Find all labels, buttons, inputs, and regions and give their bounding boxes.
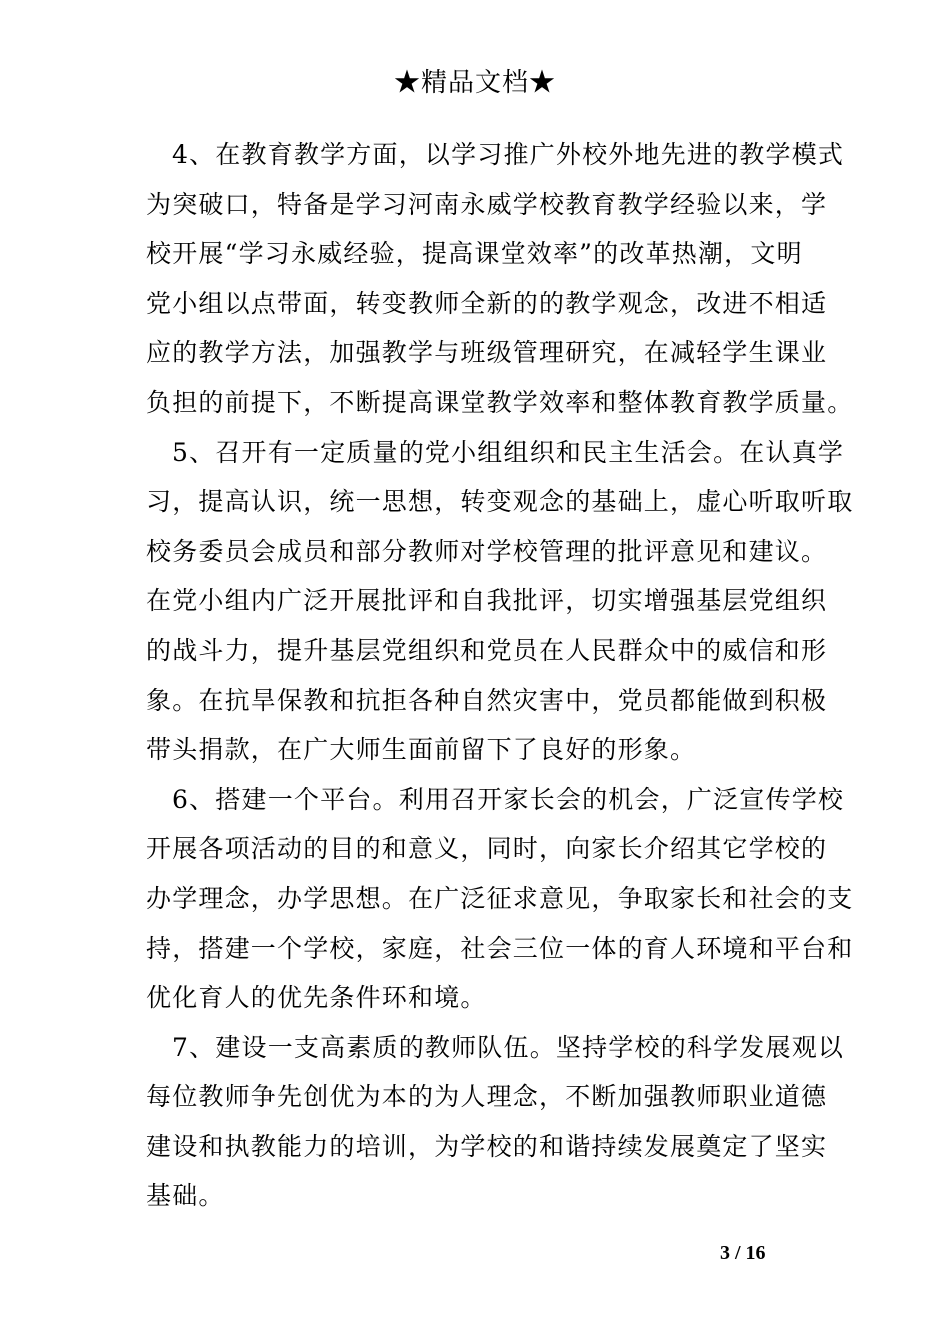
paragraph-line: 习，提高认识，统一思想，转变观念的基础上，虚心听取听取 [146, 487, 854, 517]
paragraph-line: 负担的前提下，不断提高课堂教学效率和整体教育教学质量。 [146, 387, 854, 417]
paragraph-line: 5、召开有一定质量的党小组组织和民主生活会。在认真学 [172, 437, 845, 467]
paragraph-4 [146, 130, 854, 428]
paragraph-line: 开展各项活动的目的和意义，同时，向家长介绍其它学校的 [146, 834, 828, 864]
paragraph-line: 基础。 [146, 1181, 225, 1211]
paragraph-line: 建设和执教能力的培训，为学校的和谐持续发展奠定了坚实 [146, 1131, 828, 1161]
paragraph-line: 校务委员会成员和部分教师对学校管理的批评意见和建议。 [146, 536, 828, 566]
paragraph-line: 校开展“学习永威经验，提高课堂效率”的改革热潮，文明 [146, 239, 803, 269]
paragraph-line: 在党小组内广泛开展批评和自我批评，切实增强基层党组织 [146, 586, 828, 616]
paragraph-line: 7、建设一支高素质的教师队伍。坚持学校的科学发展观以 [172, 1032, 845, 1062]
paragraph-6 [146, 775, 854, 1023]
paragraph-line: 优化育人的优先条件环和境。 [146, 983, 487, 1013]
paragraph-line: 6、搭建一个平台。利用召开家长会的机会，广泛宣传学校 [172, 784, 845, 814]
page-number: 3 / 16 [720, 1242, 766, 1264]
paragraph-line: 4、在教育教学方面，以学习推广外校外地先进的教学模式 [172, 140, 845, 169]
paragraph-line: 党小组以点带面，转变教师全新的的教学观念，改进不相适 [146, 288, 828, 318]
paragraph-line: 每位教师争先创优为本的为人理念，不断加强教师职业道德 [146, 1082, 828, 1112]
document-body [146, 130, 854, 1221]
paragraph-line: 象。在抗旱保教和抗拒各种自然灾害中，党员都能做到积极 [146, 685, 828, 715]
paragraph-line: 应的教学方法，加强教学与班级管理研究，在减轻学生课业 [146, 338, 828, 368]
document-header-title: ★精品文档★ [393, 68, 556, 98]
paragraph-5 [146, 428, 854, 775]
paragraph-line: 持，搭建一个学校，家庭，社会三位一体的育人环境和平台和 [146, 933, 854, 963]
paragraph-line: 办学理念，办学思想。在广泛征求意见，争取家长和社会的支 [146, 883, 854, 913]
paragraph-line: 为突破口，特备是学习河南永威学校教育教学经验以来，学 [146, 189, 828, 219]
paragraph-line: 带头捐款，在广大师生面前留下了良好的形象。 [146, 735, 697, 765]
paragraph-7 [146, 1023, 845, 1221]
paragraph-line: 的战斗力，提升基层党组织和党员在人民群众中的威信和形 [146, 635, 828, 665]
